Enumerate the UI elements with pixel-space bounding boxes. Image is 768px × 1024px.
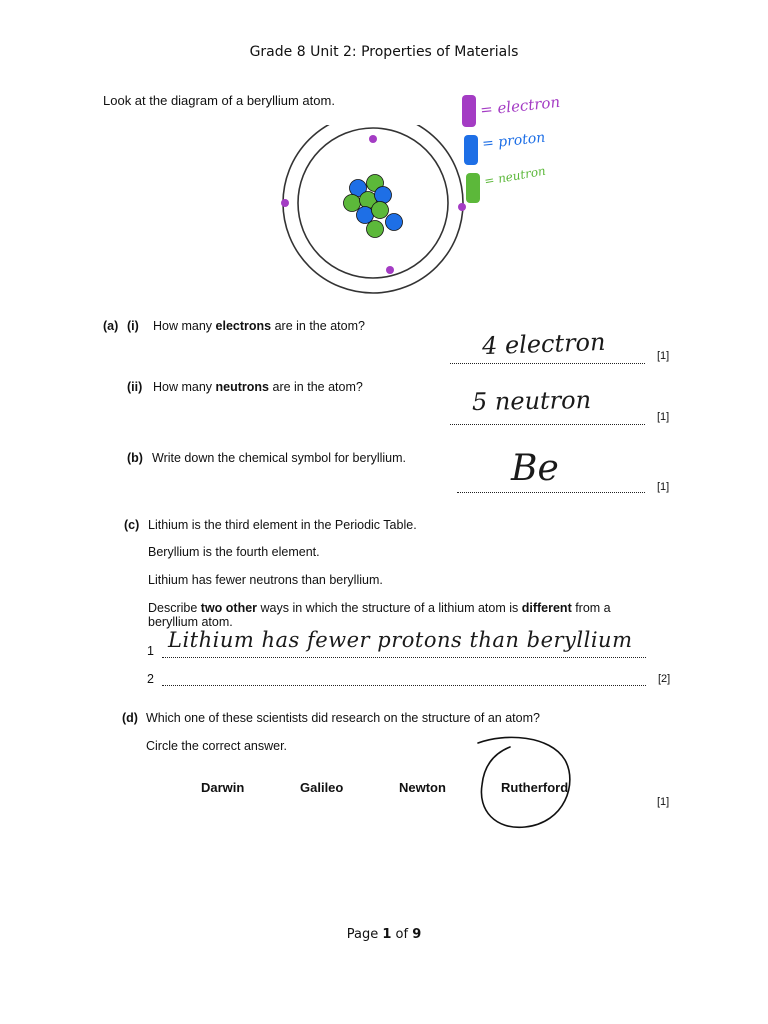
text-segment: from a bbox=[571, 601, 611, 615]
proton-swatch bbox=[464, 135, 478, 165]
answer-line-a-ii bbox=[450, 424, 645, 425]
footer-text: Page bbox=[346, 927, 383, 942]
emphasis-neutrons: neutrons bbox=[215, 380, 270, 394]
legend-electron-label: = electron bbox=[479, 92, 561, 120]
question-a-ii-text bbox=[153, 380, 363, 394]
answer-a-i: 4 electron bbox=[481, 327, 606, 361]
beryllium-atom-diagram bbox=[278, 125, 478, 295]
footer-text: of bbox=[391, 927, 413, 942]
question-c-line3: Lithium has fewer neutrons than beryllium. bbox=[148, 573, 383, 587]
neutron bbox=[367, 221, 384, 238]
current-page: 1 bbox=[382, 927, 392, 942]
answer-line-c-1 bbox=[162, 657, 646, 658]
text-segment: How many bbox=[153, 380, 216, 394]
question-c-label: (c) bbox=[124, 518, 140, 532]
handwritten-answer-circle bbox=[470, 735, 585, 835]
mark-a-ii: [1] bbox=[657, 411, 670, 423]
text-segment: are in the atom? bbox=[271, 319, 365, 333]
emphasis-different: different bbox=[521, 601, 572, 615]
electron bbox=[386, 266, 394, 274]
page-title: Grade 8 Unit 2: Properties of Materials bbox=[249, 44, 519, 60]
electron-swatch bbox=[462, 95, 476, 127]
question-d-instruction: Circle the correct answer. bbox=[146, 739, 288, 753]
answer-b: Be bbox=[511, 448, 559, 489]
question-d-text: Which one of these scientists did research on the structure of an atom? bbox=[146, 711, 540, 725]
answer-a-ii: 5 neutron bbox=[471, 385, 592, 417]
mark-c: [2] bbox=[658, 673, 671, 685]
mark-d: [1] bbox=[657, 796, 670, 808]
text-segment: are in the atom? bbox=[269, 380, 363, 394]
question-a-i-label: (i) bbox=[127, 319, 139, 333]
neutron bbox=[344, 195, 361, 212]
answer-c-number-1: 1 bbox=[147, 644, 154, 658]
answer-line-b bbox=[457, 492, 645, 493]
emphasis-two-other: two other bbox=[200, 601, 258, 615]
legend-proton-label: = proton bbox=[481, 129, 547, 153]
answer-line-c-2 bbox=[162, 685, 646, 686]
question-b-label: (b) bbox=[127, 451, 143, 465]
neutron bbox=[372, 202, 389, 219]
question-a-i-text bbox=[153, 319, 365, 333]
nucleus bbox=[344, 175, 403, 238]
question-c-describe-line2: beryllium atom. bbox=[148, 615, 233, 629]
question-c-line2: Beryllium is the fourth element. bbox=[148, 545, 320, 559]
question-a-label: (a) bbox=[103, 319, 119, 333]
emphasis-electrons: electrons bbox=[215, 319, 272, 333]
option-newton[interactable]: Newton bbox=[399, 780, 446, 795]
question-d-label: (d) bbox=[122, 711, 138, 725]
answer-c-number-2: 2 bbox=[147, 672, 154, 686]
question-c-line1: Lithium is the third element in the Periodic Table. bbox=[148, 518, 417, 532]
neutron-swatch bbox=[466, 173, 480, 203]
electron bbox=[281, 199, 289, 207]
page-number bbox=[0, 927, 768, 942]
proton bbox=[375, 187, 392, 204]
question-b-text: Write down the chemical symbol for beryllium. bbox=[152, 451, 407, 465]
answer-line-a-i bbox=[450, 363, 645, 364]
option-galileo[interactable]: Galileo bbox=[300, 780, 344, 795]
text-segment: ways in which the structure of a lithium atom is bbox=[257, 601, 522, 615]
option-darwin[interactable]: Darwin bbox=[201, 780, 245, 795]
total-pages: 9 bbox=[412, 927, 422, 942]
text-segment: How many bbox=[153, 319, 216, 333]
question-c-describe bbox=[148, 601, 611, 615]
question-a-ii-label: (ii) bbox=[127, 380, 143, 394]
text-segment: Describe bbox=[148, 601, 201, 615]
mark-a-i: [1] bbox=[657, 350, 670, 362]
legend-neutron-label: = neutron bbox=[483, 163, 547, 189]
electron bbox=[369, 135, 377, 143]
answer-c-1: Lithium has fewer protons than beryllium bbox=[168, 628, 633, 652]
option-rutherford[interactable]: Rutherford bbox=[501, 780, 569, 795]
proton bbox=[386, 214, 403, 231]
intro-text: Look at the diagram of a beryllium atom. bbox=[103, 93, 335, 108]
diagram-legend bbox=[462, 92, 572, 207]
mark-b: [1] bbox=[657, 481, 670, 493]
proton bbox=[357, 207, 374, 224]
